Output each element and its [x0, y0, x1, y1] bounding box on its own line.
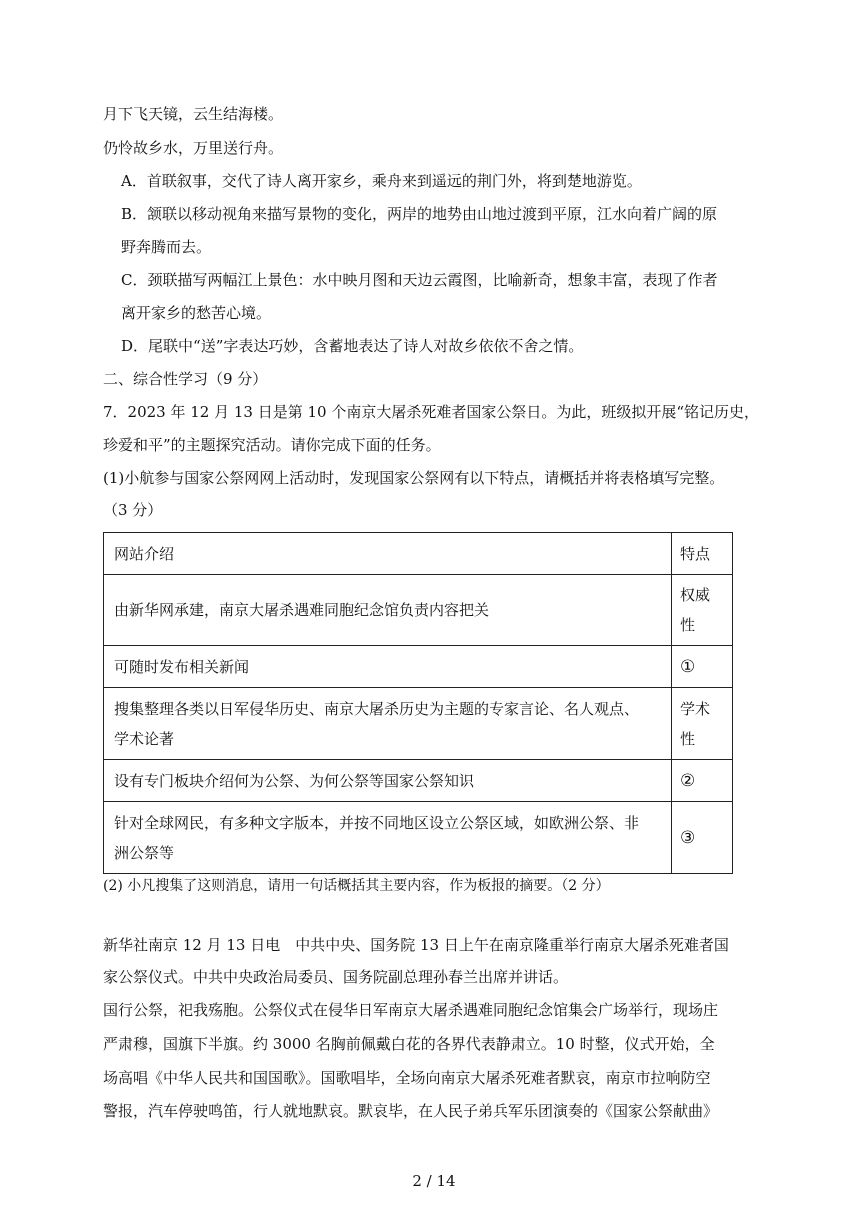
row-5-intro-line-2: 洲公祭等: [114, 843, 175, 862]
news-line-4: 严肃穆，国旗下半旗。约 3000 名胸前佩戴白花的各界代表静肃立。10 时整，仪式开始，全: [103, 1035, 715, 1053]
row-5-intro-line-1: 针对全球网民，有多种文字版本，并按不同地区设立公祭区域，如欧洲公祭、非: [114, 813, 640, 832]
row-3-feature: [672, 688, 733, 760]
row-3-intro: [104, 688, 672, 760]
option-c-line-2: 离开家乡的愁苦心境。: [121, 304, 272, 322]
news-line-2: 家公祭仪式。中共中央政治局委员、国务院副总理孙春兰出席并讲话。: [103, 968, 569, 986]
feature-table: [103, 532, 733, 874]
page-number: 2 / 14: [412, 1172, 456, 1190]
poem-line-2: 仍怜故乡水，万里送行舟。: [103, 139, 284, 157]
header-feature: 特点: [672, 533, 733, 575]
row-3-intro-line-2: 学术论著: [114, 729, 175, 748]
row-1-feature-line-2: 性: [680, 616, 696, 634]
table-row: [104, 802, 733, 874]
news-line-5: 场高唱《中华人民共和国国歌》。国歌唱毕，全场向南京大屠杀死难者默哀，南京市拉响防空: [103, 1069, 711, 1087]
header-intro: 网站介绍: [104, 533, 672, 575]
q7-part1-line-1: (1)小航参与国家公祭网网上活动时，发现国家公祭网有以下特点，请概括并将表格填写完整。: [103, 469, 725, 487]
row-4-intro: 设有专门板块介绍何为公祭、为何公祭等国家公祭知识: [104, 760, 672, 802]
option-a: A．首联叙事，交代了诗人离开家乡，乘舟来到遥远的荆门外，将到楚地游览。: [121, 172, 642, 190]
option-b-line-2: 野奔腾而去。: [121, 238, 212, 256]
row-4-blank: ②: [672, 760, 733, 802]
table-header-row: [104, 533, 733, 575]
table-row: [104, 760, 733, 802]
option-c-line-1: C．颈联描写两幅江上景色：水中映月图和天边云霞图，比喻新奇，想象丰富，表现了作者: [121, 271, 718, 289]
news-line-6: 警报，汽车停驶鸣笛，行人就地默哀。默哀毕，在人民子弟兵军乐团演奏的《国家公祭献曲》: [103, 1102, 719, 1120]
row-2-intro: 可随时发布相关新闻: [104, 646, 672, 688]
q7-line-1: 7．2023 年 12 月 13 日是第 10 个南京大屠杀死难者国家公祭日。为此，班级拟开展“铭记历史，: [103, 403, 760, 421]
table-row: [104, 575, 733, 646]
section-heading: 二、综合性学习（9 分）: [103, 370, 268, 388]
row-1-feature-line-1: 权威: [680, 586, 711, 604]
row-5-blank: ③: [672, 802, 733, 874]
row-1-intro: 由新华网承建，南京大屠杀遇难同胞纪念馆负责内容把关: [104, 575, 672, 646]
row-3-feature-line-2: 性: [680, 729, 696, 748]
poem-line-1: 月下飞天镜，云生结海楼。: [103, 105, 284, 123]
table-row: [104, 688, 733, 760]
news-line-3: 国行公祭，祀我殇胞。公祭仪式在侵华日军南京大屠杀遇难同胞纪念馆集会广场举行，现场庄: [103, 1001, 719, 1019]
row-5-intro: [104, 802, 672, 874]
table-row: [104, 646, 733, 688]
option-d: D．尾联中“送”字表达巧妙，含蓄地表达了诗人对故乡依依不舍之情。: [121, 337, 584, 355]
row-1-feature: [672, 575, 733, 646]
row-3-intro-line-1: 搜集整理各类以日军侵华历史、南京大屠杀历史为主题的专家言论、名人观点、: [114, 699, 640, 718]
option-b-line-1: B．颔联以移动视角来描写景物的变化，两岸的地势由山地过渡到平原，江水向着广阔的原: [121, 205, 718, 223]
row-3-feature-line-1: 学术: [680, 699, 711, 718]
q7-line-2: 珍爱和平”的主题探究活动。请你完成下面的任务。: [103, 436, 441, 454]
row-2-blank: ①: [672, 646, 733, 688]
q7-part1-line-2: （3 分）: [103, 501, 163, 519]
news-line-1: 新华社南京 12 月 13 日电 中共中央、国务院 13 日上午在南京隆重举行南京大屠杀死难者国: [103, 936, 729, 954]
q7-part2: (2) 小凡搜集了这则消息，请用一句话概括其主要内容，作为板报的摘要。（2 分）: [103, 878, 610, 894]
